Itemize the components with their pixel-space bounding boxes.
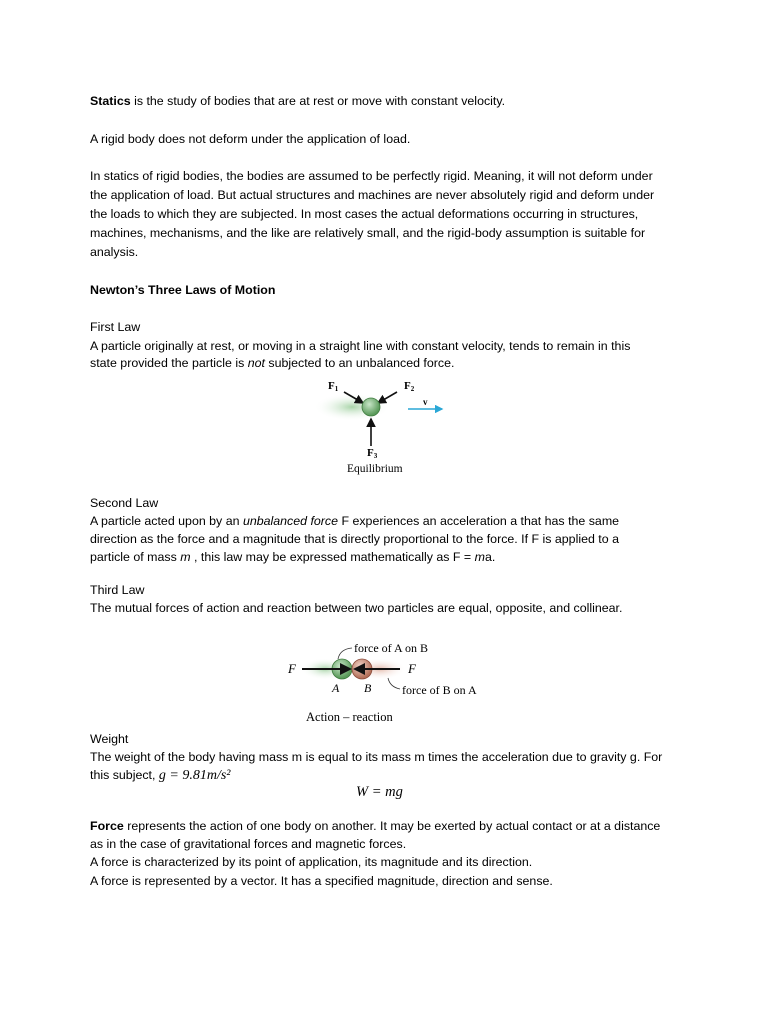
statics-term: Statics	[90, 94, 131, 108]
statics-text: is the study of bodies that are at rest or move with constant velocity.	[130, 94, 506, 108]
action-reaction-figure	[280, 635, 500, 727]
action-reaction-caption: Action – reaction	[306, 710, 393, 724]
first-law-line-1: A particle originally at rest, or moving in a straight line with constant velocity, tends to remain in this	[90, 339, 631, 353]
statics-definition	[90, 92, 505, 111]
force-a-on-b-label: force of A on B	[354, 641, 428, 655]
force-b-on-a-label: force of B on A	[402, 683, 477, 697]
f-right-label: F	[408, 661, 416, 676]
leader-b-on-a	[388, 678, 400, 689]
rigid-paragraph-line-5: analysis.	[90, 245, 139, 259]
leader-a-on-b	[338, 648, 352, 659]
force-line-1: Force represents the action of one body on another. It may be exerted by actual contact or at a distance	[90, 819, 661, 833]
weight-formula: W = mg	[356, 784, 403, 800]
newton-laws-heading: Newton’s Three Laws of Motion	[90, 283, 276, 297]
f-left-label: F	[288, 661, 296, 676]
rigid-paragraph-line-3: the loads to which they are subjected. In most cases the actual deformations occurring in structures,	[90, 207, 639, 221]
force-line-3: A force is characterized by its point of application, its magnitude and its direction.	[90, 855, 533, 869]
second-law-line-1: A particle acted upon by an unbalanced force F experiences an acceleration a that has the same	[90, 514, 620, 528]
equilibrium-caption: Equilibrium	[347, 463, 403, 475]
velocity-label: v	[423, 397, 428, 407]
force-f2-arrow	[378, 392, 397, 403]
weight-line-2: this subject, g = 9.81m/s²	[90, 768, 231, 783]
first-law-line-2: state provided the particle is not subjected to an unbalanced force.	[90, 356, 455, 370]
rigid-body-definition: A rigid body does not deform under the application of load.	[90, 132, 411, 146]
f3-label: F3	[367, 447, 378, 460]
gravity-expression: g = 9.81m/s²	[158, 768, 231, 783]
f2-label: F2	[404, 380, 415, 393]
f1-label: F1	[328, 380, 339, 393]
second-law-title: Second Law	[90, 496, 159, 510]
third-law-line: The mutual forces of action and reaction between two particles are equal, opposite, and collinear.	[90, 601, 623, 615]
force-line-2: as in the case of gravitational forces and magnetic forces.	[90, 837, 407, 851]
second-law-line-3: particle of mass m , this law may be expressed mathematically as F = ma.	[90, 550, 496, 564]
first-law-title: First Law	[90, 320, 141, 334]
rigid-paragraph-line-2: the application of load. But actual structures and machines are never absolutely rigid and deform under	[90, 188, 655, 202]
rigid-paragraph-line-4: machines, mechanisms, and the like are relatively small, and the rigid-body assumption is suitable for	[90, 226, 646, 240]
rigid-paragraph-line-1: In statics of rigid bodies, the bodies are assumed to be perfectly rigid. Meaning, it will not deform under	[90, 169, 653, 183]
second-law-line-2: direction as the force and a magnitude that is directly proportional to the force. If F is applied to a	[90, 532, 619, 546]
force-line-4: A force is represented by a vector. It has a specified magnitude, direction and sense.	[90, 874, 553, 888]
equilibrium-figure	[300, 372, 460, 482]
weight-line-1: The weight of the body having mass m is equal to its mass m times the acceleration due to gravity g. For	[90, 750, 663, 764]
a-label: A	[332, 681, 340, 695]
weight-title: Weight	[90, 732, 129, 746]
b-label: B	[364, 681, 372, 695]
particle-icon	[362, 398, 380, 416]
third-law-title: Third Law	[90, 583, 145, 597]
force-term: Force	[90, 819, 124, 833]
